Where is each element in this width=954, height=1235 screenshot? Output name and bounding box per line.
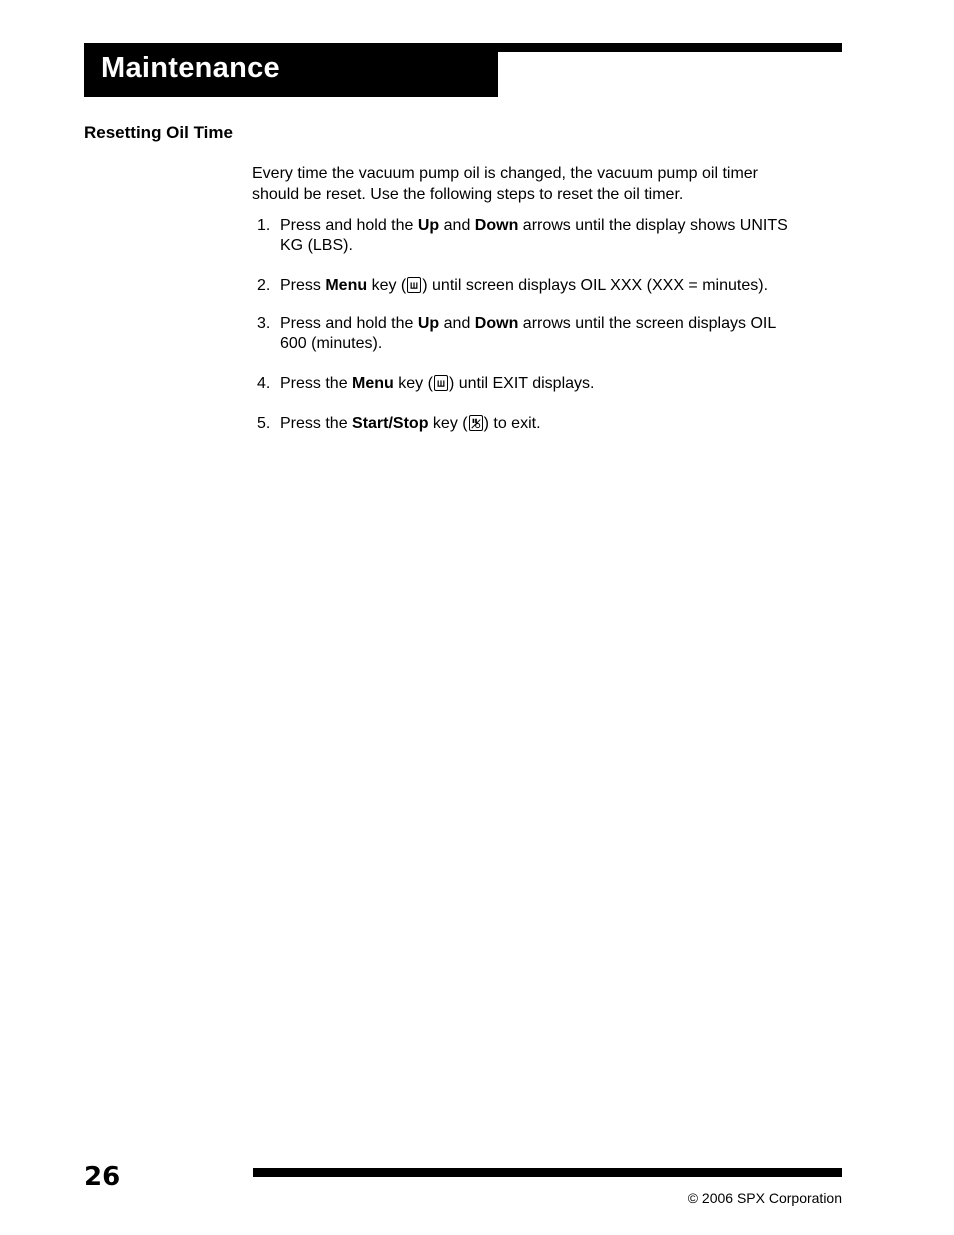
menu-keyword: Menu	[352, 375, 394, 392]
step-number: 5.	[257, 415, 271, 432]
step-text	[280, 314, 836, 354]
step-text-fragment: ) until screen displays OIL XXX (XXX = minutes).	[422, 277, 769, 294]
footer-rule	[253, 1168, 842, 1177]
step-text-fragment: Press the	[280, 375, 353, 392]
section-heading: Resetting Oil Time	[84, 123, 233, 142]
step-text	[280, 374, 836, 394]
step-text-fragment: arrows until the display shows UNITS	[518, 217, 788, 234]
copyright-text: © 2006 SPX Corporation	[687, 1190, 842, 1206]
step-text-fragment: and	[439, 217, 475, 234]
page-title: Maintenance	[101, 52, 280, 84]
step-text-fragment: ) to exit.	[483, 415, 541, 432]
step-text	[280, 276, 836, 296]
header-title-box	[84, 43, 498, 97]
step-text-fragment: arrows until the screen displays OIL	[518, 315, 777, 332]
step-text-fragment: key (	[393, 375, 433, 392]
step-number: 3.	[257, 315, 271, 332]
up-keyword: Up	[417, 315, 440, 332]
step-text-fragment: key (	[428, 415, 468, 432]
step-number: 2.	[257, 277, 271, 294]
intro-line-2: should be reset. Use the following steps to reset the oil timer.	[252, 186, 684, 203]
step-text	[280, 216, 836, 256]
step-text-fragment: Press	[280, 277, 326, 294]
step-text-fragment: Press and hold the	[280, 217, 418, 234]
menu-key-icon	[407, 277, 421, 293]
down-keyword: Down	[474, 217, 519, 234]
start-stop-keyword: Start/Stop	[352, 415, 429, 432]
step-text-fragment: and	[439, 315, 475, 332]
page-number: 26	[84, 1162, 121, 1192]
menu-key-icon	[434, 375, 448, 391]
step-text-fragment: KG (LBS).	[280, 237, 353, 254]
step-text-fragment: 600 (minutes).	[280, 335, 383, 352]
intro-paragraph	[252, 163, 832, 205]
up-keyword: Up	[417, 217, 440, 234]
start-stop-key-icon	[469, 415, 483, 431]
step-number: 4.	[257, 375, 271, 392]
down-keyword: Down	[474, 315, 519, 332]
step-text-fragment: key (	[367, 277, 407, 294]
menu-keyword: Menu	[325, 277, 368, 294]
step-text	[280, 414, 836, 434]
step-number: 1.	[257, 217, 271, 234]
intro-line-1: Every time the vacuum pump oil is changed, the vacuum pump oil timer	[252, 165, 759, 182]
step-text-fragment: Press and hold the	[280, 315, 418, 332]
step-text-fragment: Press the	[280, 415, 353, 432]
step-text-fragment: ) until EXIT displays.	[448, 375, 595, 392]
